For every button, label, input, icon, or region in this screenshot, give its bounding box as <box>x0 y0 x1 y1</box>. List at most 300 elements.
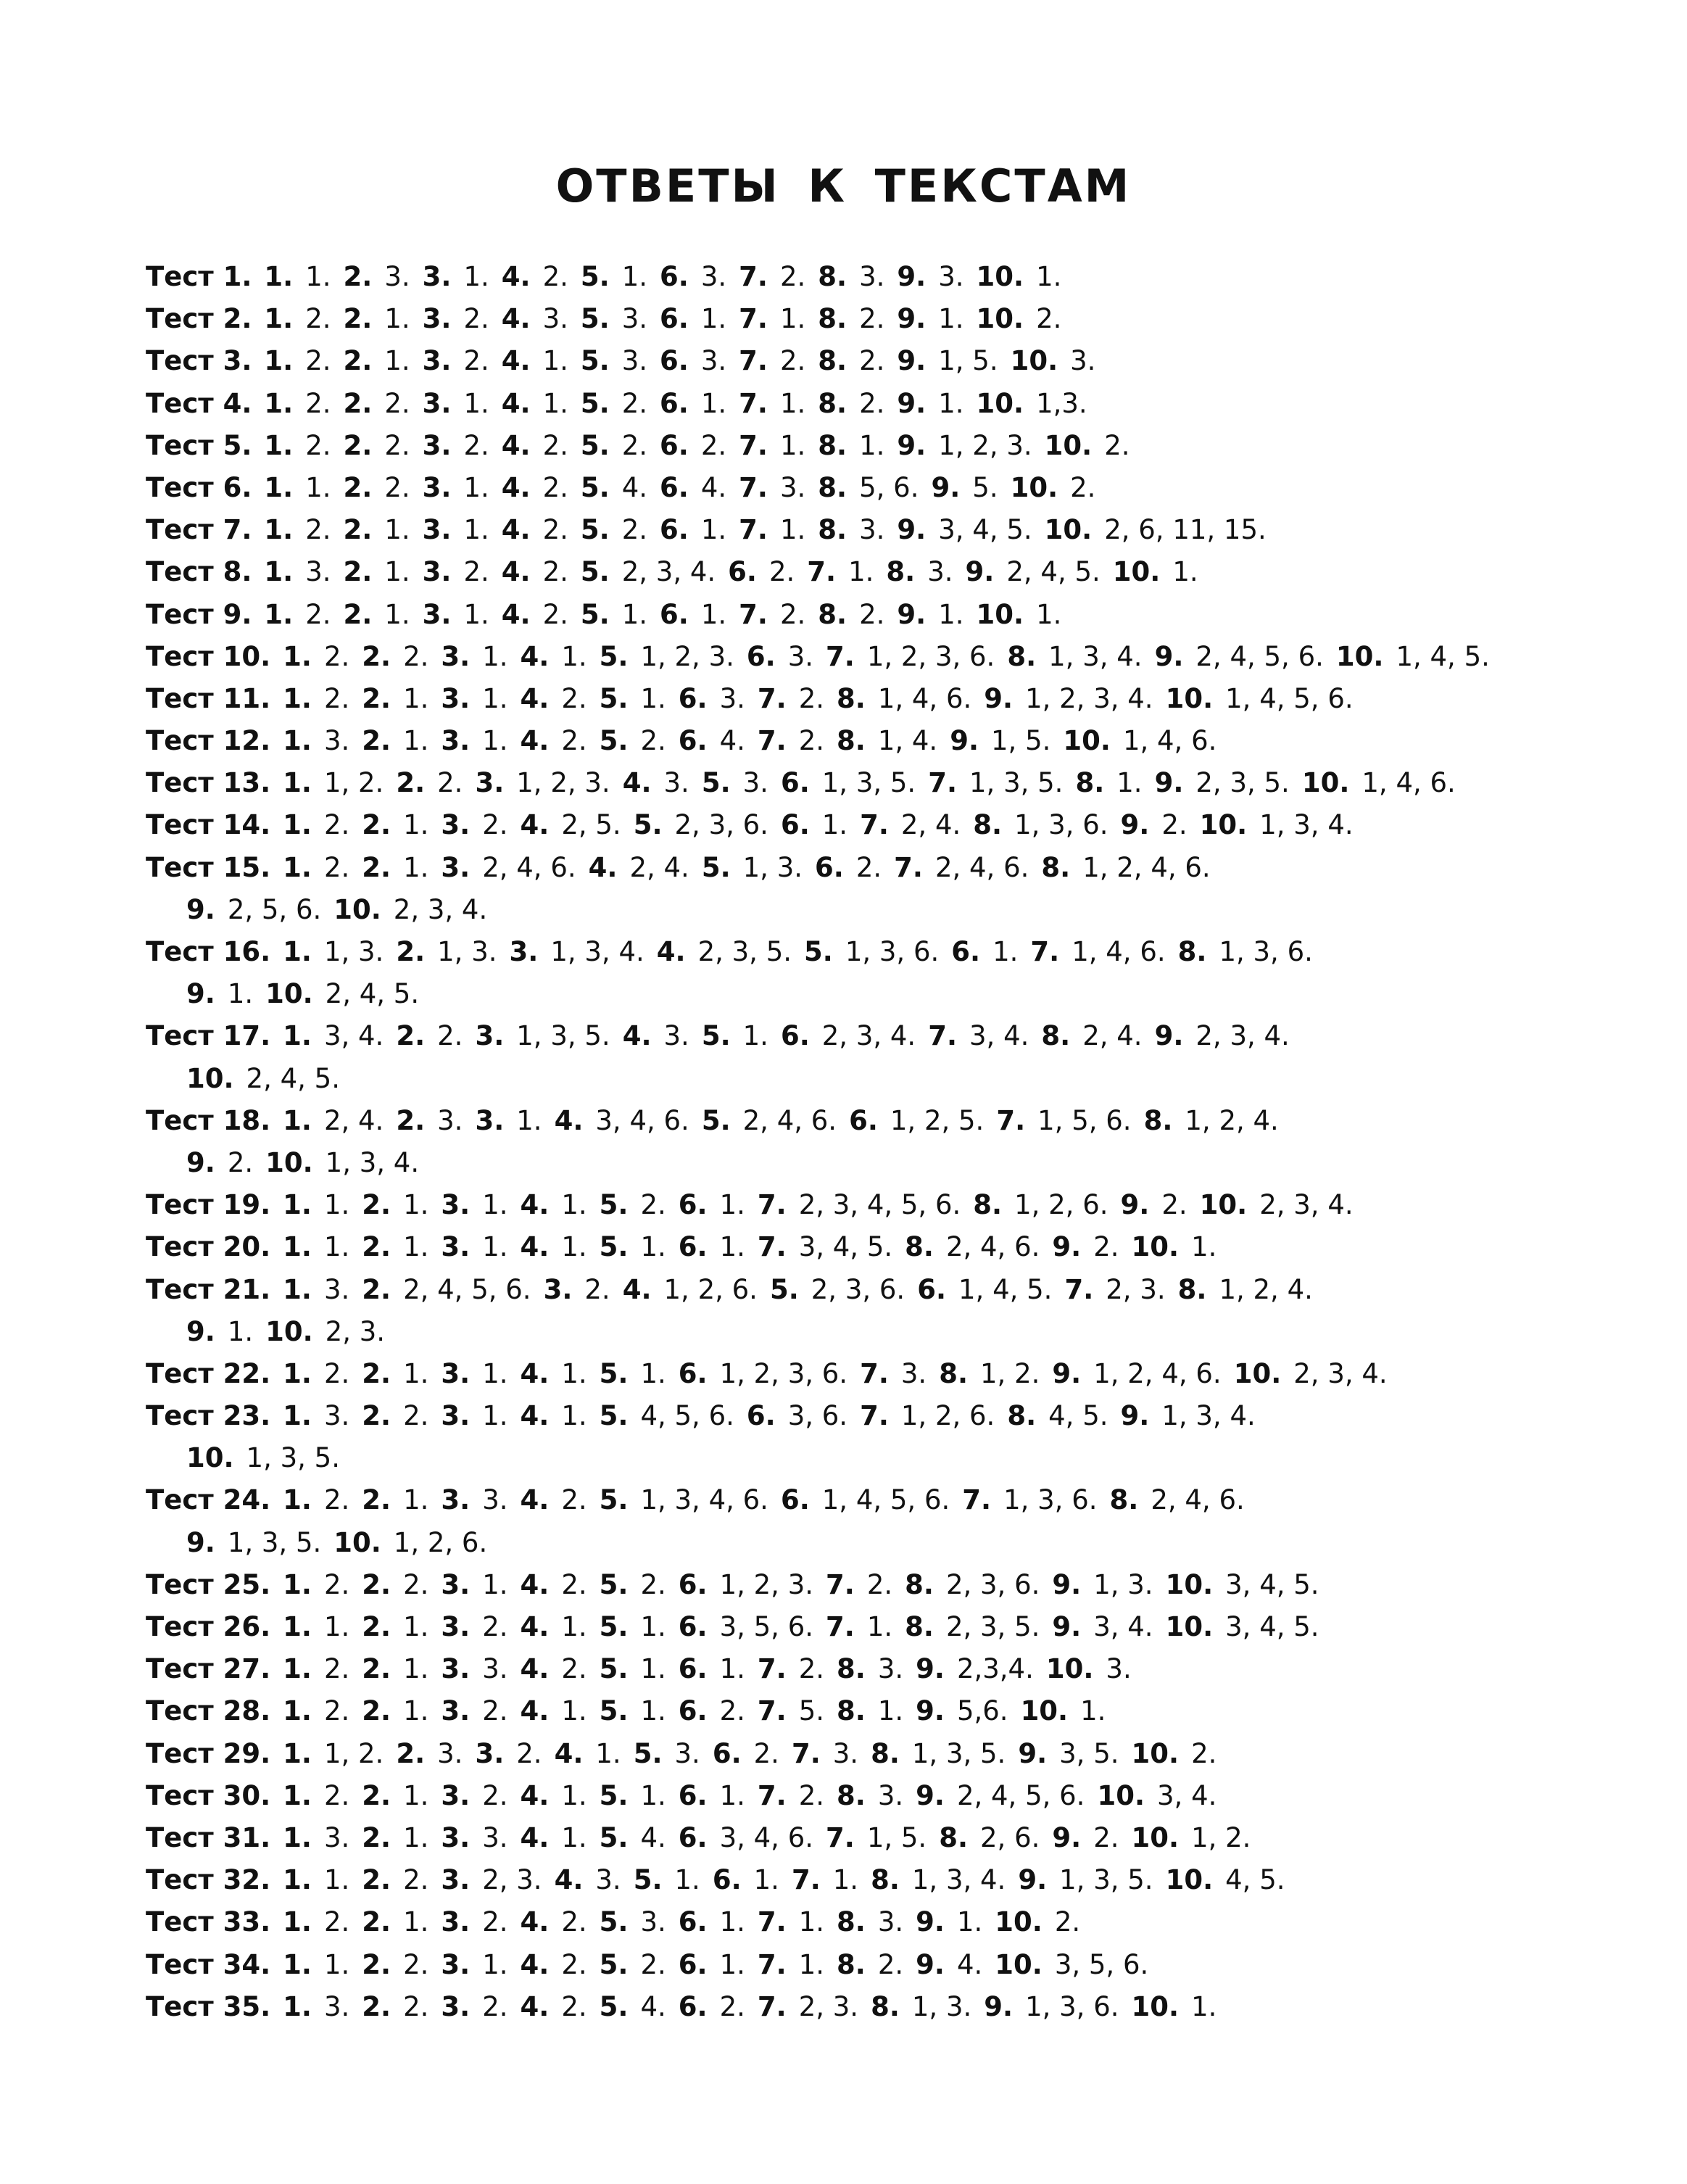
question-number: 7. <box>757 1906 787 1938</box>
answer-value: 2. <box>323 1484 350 1516</box>
test-label: Тест 6. <box>146 471 252 503</box>
question-number: 7. <box>739 598 768 630</box>
answer-value: 1. <box>403 682 429 714</box>
answer-value: 5. <box>798 1695 825 1727</box>
answer-value: 1. <box>403 1695 429 1727</box>
question-number: 3. <box>422 514 452 546</box>
question-number: 5. <box>599 725 629 757</box>
answer-value: 2. <box>640 1189 666 1221</box>
question-number: 4. <box>622 1273 652 1305</box>
question-number: 6. <box>678 1189 708 1221</box>
answer-line <box>146 847 1596 889</box>
answer-value: 1. <box>482 1400 508 1432</box>
question-number: 10. <box>1165 1864 1214 1896</box>
question-number: 1. <box>283 682 312 714</box>
answer-value: 4, 5. <box>1225 1864 1285 1896</box>
question-number: 3. <box>475 1737 505 1769</box>
question-number: 2. <box>343 387 373 419</box>
question-number: 8. <box>939 1357 969 1389</box>
answer-value: 2, 4, 6. <box>482 851 576 883</box>
question-number: 6. <box>678 1948 708 1980</box>
answer-line <box>146 1395 1596 1437</box>
question-number: 9. <box>1120 1400 1150 1432</box>
answer-line <box>146 1690 1596 1732</box>
answer-value: 4. <box>700 471 727 503</box>
question-number: 9. <box>186 1146 215 1178</box>
question-number: 1. <box>283 809 312 841</box>
answer-value: 1, 3, 6. <box>1025 1990 1119 2022</box>
question-number: 9. <box>916 1948 945 1980</box>
answer-line <box>146 1226 1596 1268</box>
answer-value: 1. <box>323 1611 350 1642</box>
answer-value: 2, 6, 11, 15. <box>1104 514 1267 546</box>
question-number: 4. <box>520 1653 550 1685</box>
answer-value: 2. <box>463 303 489 335</box>
question-number: 2. <box>343 598 373 630</box>
answer-value: 1. <box>640 1231 666 1263</box>
question-number: 9. <box>916 1653 945 1685</box>
question-number: 5. <box>599 1906 629 1938</box>
answer-line <box>146 1353 1596 1395</box>
question-number: 2. <box>343 514 373 546</box>
test-label: Тест 27. <box>146 1653 271 1685</box>
answer-value: 1. <box>848 556 874 588</box>
answer-value: 2, 6. <box>980 1821 1040 1853</box>
answer-value: 1. <box>227 978 254 1010</box>
question-number: 2. <box>362 1821 391 1853</box>
answer-value: 1. <box>779 429 806 461</box>
answer-value: 1. <box>719 1231 745 1263</box>
answer-value: 1. <box>1080 1695 1106 1727</box>
answer-value: 4. <box>956 1948 983 1980</box>
answer-value: 2. <box>305 387 331 419</box>
test-label: Тест 22. <box>146 1357 271 1389</box>
question-number: 2. <box>396 1020 426 1052</box>
answer-value: 2. <box>482 1611 508 1642</box>
question-number: 3. <box>441 1695 471 1727</box>
question-number: 2. <box>362 1189 391 1221</box>
question-number: 3. <box>422 345 452 377</box>
answer-value: 1. <box>798 1948 825 1980</box>
question-number: 10. <box>1131 1821 1180 1853</box>
answer-line <box>146 256 1596 298</box>
answer-value: 1. <box>700 303 727 335</box>
question-number: 6. <box>678 1611 708 1642</box>
question-number: 1. <box>264 598 294 630</box>
answer-value: 1. <box>561 1695 587 1727</box>
answer-value: 2. <box>227 1146 254 1178</box>
test-label: Тест 28. <box>146 1695 271 1727</box>
test-label: Тест 12. <box>146 725 271 757</box>
answer-value: 1, 3, 4. <box>1259 809 1354 841</box>
test-label: Тест 13. <box>146 767 271 799</box>
answer-value: 1. <box>384 556 410 588</box>
answer-value: 5, 6. <box>859 471 919 503</box>
question-number: 5. <box>804 936 833 967</box>
test-label: Тест 16. <box>146 936 271 967</box>
answer-value: 1. <box>463 261 489 292</box>
answer-value: 2. <box>621 387 648 419</box>
answer-value: 4. <box>640 1821 666 1853</box>
answer-value: 2. <box>640 725 666 757</box>
answer-value: 2. <box>700 429 727 461</box>
answer-value: 1. <box>779 387 806 419</box>
question-number: 2. <box>362 682 391 714</box>
answer-line <box>146 1986 1596 2028</box>
test-label: Тест 35. <box>146 1990 271 2022</box>
question-number: 2. <box>343 345 373 377</box>
question-number: 1. <box>264 556 294 588</box>
answer-value: 2. <box>305 514 331 546</box>
answer-value: 2, 4, 5. <box>246 1062 340 1094</box>
question-number: 6. <box>678 1568 708 1600</box>
test-label: Тест 26. <box>146 1611 271 1642</box>
answer-value: 3. <box>482 1821 508 1853</box>
answer-value: 2. <box>859 303 885 335</box>
answer-value: 3. <box>1106 1653 1132 1685</box>
question-number: 3. <box>543 1273 573 1305</box>
question-number: 5. <box>580 556 610 588</box>
answer-value: 3. <box>938 261 964 292</box>
answer-value: 1. <box>305 261 331 292</box>
answer-value: 1. <box>403 1189 429 1221</box>
answer-value: 1, 2, 3. <box>938 429 1032 461</box>
question-number: 10. <box>265 978 313 1010</box>
answer-value: 1. <box>384 514 410 546</box>
answer-value: 1. <box>821 809 848 841</box>
question-number: 5. <box>599 1948 629 1980</box>
answer-value: 3. <box>437 1737 463 1769</box>
question-number: 9. <box>897 261 927 292</box>
question-number: 1. <box>283 1104 312 1136</box>
question-number: 5. <box>599 640 629 672</box>
question-number: 4. <box>501 429 531 461</box>
question-number: 6. <box>678 725 708 757</box>
answer-value: 1. <box>719 1779 745 1811</box>
answer-line <box>146 1142 1596 1184</box>
question-number: 2. <box>343 429 373 461</box>
answer-value: 1. <box>305 471 331 503</box>
question-number: 3. <box>441 1906 471 1938</box>
answer-value: 1, 3, 6. <box>845 936 940 967</box>
question-number: 10. <box>265 1146 313 1178</box>
answer-line <box>146 931 1596 973</box>
question-number: 10. <box>1199 1189 1248 1221</box>
answer-value: 1, 4, 5, 6. <box>1225 682 1354 714</box>
question-number: 10. <box>1020 1695 1069 1727</box>
question-number: 9. <box>1120 1189 1150 1221</box>
answer-value: 3. <box>305 556 331 588</box>
question-number: 5. <box>599 1231 629 1263</box>
answer-value: 2. <box>482 1990 508 2022</box>
answer-value: 3. <box>663 767 689 799</box>
question-number: 8. <box>837 725 866 757</box>
answer-line <box>146 467 1596 509</box>
answer-value: 1, 3, 5. <box>1059 1864 1153 1896</box>
question-number: 10. <box>265 1315 313 1347</box>
question-number: 10. <box>1165 682 1214 714</box>
answer-value: 2, 3, 4. <box>1293 1357 1388 1389</box>
question-number: 4. <box>588 851 618 883</box>
question-number: 1. <box>283 1695 312 1727</box>
question-number: 9. <box>916 1906 945 1938</box>
answer-value: 2, 4. <box>900 809 961 841</box>
question-number: 8. <box>1007 1400 1037 1432</box>
question-number: 7. <box>826 1568 855 1600</box>
answer-value: 1, 2. <box>323 767 384 799</box>
question-number: 6. <box>678 1990 708 2022</box>
answer-value: 1, 3, 4. <box>550 936 644 967</box>
question-number: 2. <box>362 1779 391 1811</box>
answer-line <box>146 1184 1596 1226</box>
answer-value: 1, 3. <box>1093 1568 1153 1600</box>
answer-value: 2, 4. <box>629 851 689 883</box>
question-number: 9. <box>897 429 927 461</box>
answer-value: 1, 3. <box>742 851 803 883</box>
answer-value: 1. <box>938 303 964 335</box>
answer-value: 1. <box>323 1231 350 1263</box>
question-number: 6. <box>660 598 689 630</box>
answer-value: 2. <box>1093 1231 1119 1263</box>
answer-value: 2. <box>1054 1906 1081 1938</box>
answer-line <box>146 889 1596 931</box>
question-number: 7. <box>757 725 787 757</box>
answer-line <box>146 762 1596 804</box>
answer-line <box>146 298 1596 340</box>
answer-value: 1, 2, 3. <box>516 767 610 799</box>
answer-value: 1, 4, 6. <box>1072 936 1166 967</box>
question-number: 4. <box>501 598 531 630</box>
question-number: 5. <box>599 1779 629 1811</box>
question-number: 7. <box>1030 936 1060 967</box>
question-number: 10. <box>976 303 1024 335</box>
question-number: 10. <box>1044 429 1093 461</box>
question-number: 2. <box>362 1568 391 1600</box>
question-number: 3. <box>441 1189 471 1221</box>
answer-value: 1. <box>482 1357 508 1389</box>
answer-value: 3. <box>700 261 727 292</box>
question-number: 7. <box>757 682 787 714</box>
answer-value: 3, 4, 5. <box>938 514 1032 546</box>
question-number: 5. <box>633 809 663 841</box>
question-number: 5. <box>599 1189 629 1221</box>
answer-value: 1,3. <box>1036 387 1087 419</box>
answer-value: 1. <box>674 1864 700 1896</box>
answer-value: 3. <box>779 471 806 503</box>
answer-value: 1, 2, 3, 6. <box>866 640 995 672</box>
answer-value: 1, 5. <box>938 345 998 377</box>
answer-value: 3, 5, 6. <box>1054 1948 1149 1980</box>
answer-value: 1. <box>482 1231 508 1263</box>
test-label: Тест 33. <box>146 1906 271 1938</box>
answer-value: 2. <box>1161 809 1187 841</box>
answer-value: 2, 5. <box>561 809 621 841</box>
answer-line <box>146 551 1596 593</box>
question-number: 7. <box>826 1821 855 1853</box>
question-number: 3. <box>441 1821 471 1853</box>
answer-value: 1, 5. <box>991 725 1051 757</box>
test-label: Тест 8. <box>146 556 252 588</box>
question-number: 6. <box>678 1231 708 1263</box>
question-number: 9. <box>1052 1821 1082 1853</box>
answer-value: 1. <box>1191 1990 1217 2022</box>
answer-value: 1, 4, 6. <box>1361 767 1456 799</box>
answer-value: 1. <box>779 303 806 335</box>
question-number: 9. <box>1154 767 1184 799</box>
answer-value: 2. <box>640 1568 666 1600</box>
answer-value: 2. <box>798 1653 825 1685</box>
answer-value: 2, 4, 6. <box>742 1104 837 1136</box>
question-number: 1. <box>264 387 294 419</box>
question-number: 5. <box>599 1990 629 2022</box>
question-number: 10. <box>995 1948 1043 1980</box>
answer-value: 2. <box>1093 1821 1119 1853</box>
answer-value: 1. <box>561 640 587 672</box>
question-number: 1. <box>283 1400 312 1432</box>
question-number: 2. <box>396 1737 426 1769</box>
question-number: 10. <box>1199 809 1248 841</box>
answer-value: 2. <box>323 1695 350 1727</box>
answer-value: 2. <box>621 514 648 546</box>
question-number: 3. <box>441 1484 471 1516</box>
question-number: 9. <box>186 893 215 925</box>
question-number: 10. <box>1165 1568 1214 1600</box>
question-number: 9. <box>984 1990 1014 2022</box>
answer-value: 1, 2, 4, 6. <box>1082 851 1211 883</box>
answer-value: 1, 2, 5. <box>890 1104 985 1136</box>
answer-value: 1. <box>640 1695 666 1727</box>
question-number: 6. <box>849 1104 878 1136</box>
answer-value: 3. <box>859 514 885 546</box>
answer-value: 2. <box>561 1653 587 1685</box>
question-number: 2. <box>362 1231 391 1263</box>
answer-value: 2, 3, 4. <box>1195 1020 1290 1052</box>
question-number: 8. <box>1109 1484 1139 1516</box>
question-number: 2. <box>343 556 373 588</box>
question-number: 1. <box>283 1020 312 1052</box>
answer-value: 1. <box>227 1315 254 1347</box>
answer-line <box>146 1775 1596 1817</box>
question-number: 9. <box>186 978 215 1010</box>
question-number: 10. <box>1044 514 1093 546</box>
answer-value: 3. <box>877 1906 904 1938</box>
question-number: 4. <box>520 1484 550 1516</box>
answer-line <box>146 340 1596 382</box>
answer-value: 1. <box>482 640 508 672</box>
question-number: 6. <box>660 471 689 503</box>
question-number: 9. <box>916 1779 945 1811</box>
answer-value: 3. <box>719 682 745 714</box>
question-number: 8. <box>1177 1273 1207 1305</box>
answer-value: 1, 4, 5, 6. <box>821 1484 950 1516</box>
question-number: 10. <box>995 1906 1043 1938</box>
answer-value: 2, 4. <box>1082 1020 1143 1052</box>
answer-value: 3. <box>323 1273 350 1305</box>
question-number: 5. <box>599 1568 629 1600</box>
question-number: 8. <box>1041 851 1071 883</box>
answer-value: 2. <box>561 682 587 714</box>
question-number: 4. <box>520 682 550 714</box>
question-number: 7. <box>757 1695 787 1727</box>
test-label: Тест 7. <box>146 514 252 546</box>
answer-value: 4. <box>621 471 648 503</box>
answer-value: 1. <box>798 1906 825 1938</box>
answer-value: 1. <box>403 809 429 841</box>
answer-value: 1, 4. <box>877 725 938 757</box>
question-number: 4. <box>622 1020 652 1052</box>
answer-value: 1. <box>482 1948 508 1980</box>
question-number: 6. <box>678 1695 708 1727</box>
test-label: Тест 29. <box>146 1737 271 1769</box>
question-number: 3. <box>441 1400 471 1432</box>
test-label: Тест 34. <box>146 1948 271 1980</box>
answer-value: 3. <box>927 556 953 588</box>
question-number: 6. <box>712 1737 742 1769</box>
answer-key <box>146 256 1596 2028</box>
answer-value: 2. <box>859 387 885 419</box>
question-number: 9. <box>1052 1357 1082 1389</box>
question-number: 4. <box>520 1821 550 1853</box>
question-number: 7. <box>757 1653 787 1685</box>
question-number: 3. <box>475 767 505 799</box>
answer-value: 2, 3, 4, 5, 6. <box>798 1189 961 1221</box>
question-number: 8. <box>973 809 1003 841</box>
answer-value: 3. <box>877 1653 904 1685</box>
question-number: 9. <box>1018 1864 1048 1896</box>
answer-value: 3. <box>323 1400 350 1432</box>
test-label: Тест 17. <box>146 1020 271 1052</box>
answer-value: 2. <box>323 682 350 714</box>
answer-value: 3. <box>482 1653 508 1685</box>
answer-value: 1. <box>542 387 568 419</box>
question-number: 2. <box>343 303 373 335</box>
question-number: 10. <box>333 1526 381 1558</box>
answer-value: 2. <box>463 556 489 588</box>
answer-value: 1. <box>384 345 410 377</box>
question-number: 5. <box>580 471 610 503</box>
answer-value: 2. <box>437 767 463 799</box>
answer-value: 3. <box>621 345 648 377</box>
answer-value: 1, 4, 5. <box>958 1273 1053 1305</box>
question-number: 8. <box>818 598 847 630</box>
question-number: 1. <box>283 936 312 967</box>
answer-value: 1. <box>463 598 489 630</box>
question-number: 7. <box>757 1189 787 1221</box>
question-number: 1. <box>283 1189 312 1221</box>
question-number: 7. <box>757 1231 787 1263</box>
question-number: 10. <box>1165 1611 1214 1642</box>
question-number: 7. <box>739 345 768 377</box>
answer-value: 1, 3, 4. <box>325 1146 420 1178</box>
question-number: 9. <box>897 345 927 377</box>
question-number: 3. <box>441 1611 471 1642</box>
answer-line <box>146 1311 1596 1353</box>
answer-value: 1, 3, 6. <box>1014 809 1108 841</box>
question-number: 1. <box>283 1821 312 1853</box>
question-number: 3. <box>441 725 471 757</box>
question-number: 3. <box>475 1104 505 1136</box>
test-label: Тест 19. <box>146 1189 271 1221</box>
answer-value: 1, 3, 5. <box>969 767 1064 799</box>
question-number: 10. <box>976 387 1024 419</box>
answer-value: 3. <box>700 345 727 377</box>
question-number: 1. <box>283 1906 312 1938</box>
question-number: 3. <box>441 1653 471 1685</box>
question-number: 1. <box>283 851 312 883</box>
answer-value: 3. <box>663 1020 689 1052</box>
question-number: 9. <box>897 598 927 630</box>
question-number: 7. <box>860 1400 889 1432</box>
